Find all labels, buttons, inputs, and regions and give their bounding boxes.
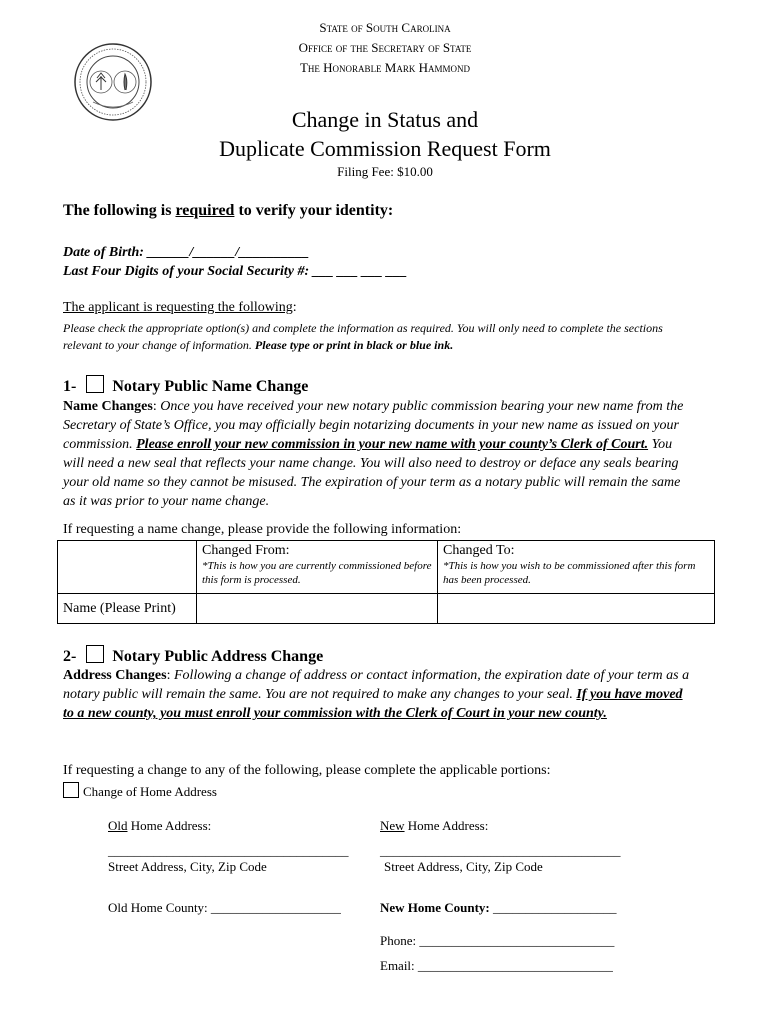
name-change-intro: If requesting a name change, please provide the following information: bbox=[63, 522, 462, 537]
request-instructions: Please check the appropriate option(s) and complete the information as required. You will only need to complete the sections relevant to your change of information. Please type or print in black or blue ink. bbox=[63, 321, 663, 352]
request-heading: The applicant is requesting the following: bbox=[63, 300, 297, 315]
form-title-line1: Change in Status and bbox=[291, 107, 479, 132]
phone-field[interactable]: Phone: ______________________________ bbox=[380, 933, 615, 948]
form-title-line2: Duplicate Commission Request Form bbox=[219, 136, 551, 161]
changed-to-header: Changed To: *This is how you wish to be commissioned after this form has been processed. bbox=[438, 541, 715, 594]
home-address-checkbox[interactable] bbox=[63, 782, 79, 798]
identity-heading: The following is required to verify your identity: bbox=[63, 202, 394, 219]
new-street-caption: Street Address, City, Zip Code bbox=[384, 859, 543, 874]
new-street-address-field[interactable]: _____________________________________ bbox=[380, 843, 621, 858]
header-state: State of South Carolina bbox=[319, 20, 451, 35]
new-home-county-field[interactable]: New Home County: ___________________ bbox=[380, 900, 617, 915]
ssn-last-four-field[interactable]: Last Four Digits of your Social Security #: ___ ___ ___ ___ bbox=[63, 264, 408, 279]
name-changed-to-input[interactable] bbox=[438, 594, 715, 624]
filing-fee: Filing Fee: $10.00 bbox=[337, 164, 433, 179]
old-home-address-label: Old Home Address: bbox=[108, 818, 212, 833]
name-change-checkbox[interactable] bbox=[86, 375, 104, 393]
header-secretary: The Honorable Mark Hammond bbox=[299, 60, 471, 75]
old-street-address-field[interactable]: _____________________________________ bbox=[108, 843, 349, 858]
email-field[interactable]: Email: ______________________________ bbox=[380, 958, 613, 973]
address-change-checkbox[interactable] bbox=[86, 645, 104, 663]
name-row-label: Name (Please Print) bbox=[58, 594, 197, 624]
header-office: Office of the Secretary of State bbox=[298, 40, 472, 55]
section1-heading: 1- Notary Public Name Change bbox=[63, 375, 308, 396]
name-change-table bbox=[57, 540, 715, 624]
date-of-birth-field[interactable]: Date of Birth: ______/______/__________ bbox=[63, 245, 310, 260]
section2-description: Address Changes: Following a change of address or contact information, the expiration date of your term as a notary public will remain the same. You are not required to make any changes to your seal. If you have moved to a new county, you must enroll your commission with the Clerk of Court in your new county. bbox=[63, 668, 690, 721]
address-change-intro: If requesting a change to any of the following, please complete the applicable portions: bbox=[63, 763, 551, 778]
home-address-option: Change of Home Address bbox=[63, 782, 217, 800]
section1-description: Name Changes: Once you have received your new notary public commission bearing your new name from the Secretary of State’s Office, you may officially begin notarizing documents in your new name as issued on your commission. Please enroll your new commission in your new name with your county’s Clerk of Court. You will need a new seal that reflects your name change. You will also need to destroy or deface any seals bearing your old name so they cannot be misused. The expiration of your term as a notary public will remain the same as it was prior to your name change. bbox=[63, 399, 684, 509]
new-home-address-label: New Home Address: bbox=[380, 818, 489, 833]
table-empty-cell bbox=[58, 541, 197, 594]
section2-heading: 2- Notary Public Address Change bbox=[63, 645, 323, 666]
name-changed-from-input[interactable] bbox=[197, 594, 438, 624]
old-street-caption: Street Address, City, Zip Code bbox=[108, 859, 267, 874]
changed-from-header: Changed From: *This is how you are currently commissioned before this form is processed. bbox=[197, 541, 438, 594]
old-home-county-field[interactable]: Old Home County: ____________________ bbox=[108, 900, 341, 915]
